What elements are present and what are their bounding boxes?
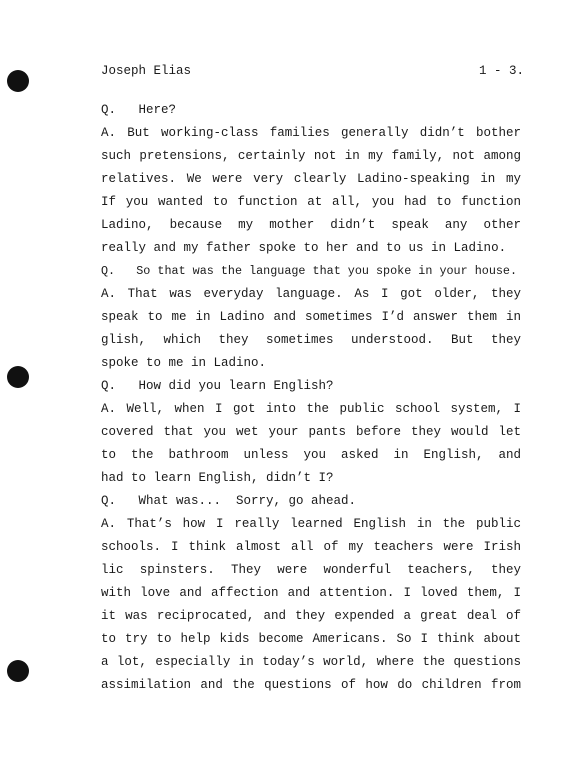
binder-hole: [7, 366, 29, 388]
text-line: a lot, especially in today’s world, where the questions: [101, 655, 521, 669]
text-line: lic spinsters. They were wonderful teachers, they: [101, 563, 521, 577]
text-line: A. That was everyday language. As I got older, they: [101, 287, 521, 301]
page-header: [101, 64, 524, 82]
text-line: A. But working-class families generally didn’t bother: [101, 126, 521, 140]
text-line: spoke to me in Ladino.: [101, 356, 267, 370]
text-line: it was reciprocated, and they expended a great deal of: [101, 609, 521, 623]
text-line: Q. Here?: [101, 103, 177, 117]
text-line: assimilation and the questions of how do children from: [101, 678, 521, 692]
text-line: A. That’s how I really learned English in the public: [101, 517, 521, 531]
text-line: such pretensions, certainly not in my family, not among: [101, 149, 521, 163]
text-line: relatives. We were very clearly Ladino-speaking in my: [101, 172, 521, 186]
text-line: to try to help kids become Americans. So I think about: [101, 632, 521, 646]
binder-hole: [7, 70, 29, 92]
text-line: If you wanted to function at all, you had to function: [101, 195, 521, 209]
page-number: 1 - 3.: [478, 64, 524, 78]
text-line: Q. What was... Sorry, go ahead.: [101, 494, 357, 508]
text-line: Ladino, because my mother didn’t speak any other: [101, 218, 521, 232]
interviewee-name: Joseph Elias: [101, 64, 192, 78]
text-line: Q. How did you learn English?: [101, 379, 334, 393]
text-line: Q. So that was the language that you spoke in your house.: [101, 264, 518, 278]
text-line: really and my father spoke to her and to us in Ladino.: [101, 241, 507, 255]
text-line: A. Well, when I got into the public school system, I: [101, 402, 521, 416]
text-line: speak to me in Ladino and sometimes I’d answer them in: [101, 310, 521, 324]
text-line: had to learn English, didn’t I?: [101, 471, 334, 485]
text-line: glish, which they sometimes understood. But they: [101, 333, 521, 347]
text-line: schools. I think almost all of my teachers were Irish: [101, 540, 521, 554]
text-line: covered that you wet your pants before they would let: [101, 425, 521, 439]
transcript-body: [101, 99, 521, 697]
text-line: with love and affection and attention. I loved them, I: [101, 586, 521, 600]
binder-hole: [7, 660, 29, 682]
text-line: to the bathroom unless you asked in English, and: [101, 448, 521, 462]
